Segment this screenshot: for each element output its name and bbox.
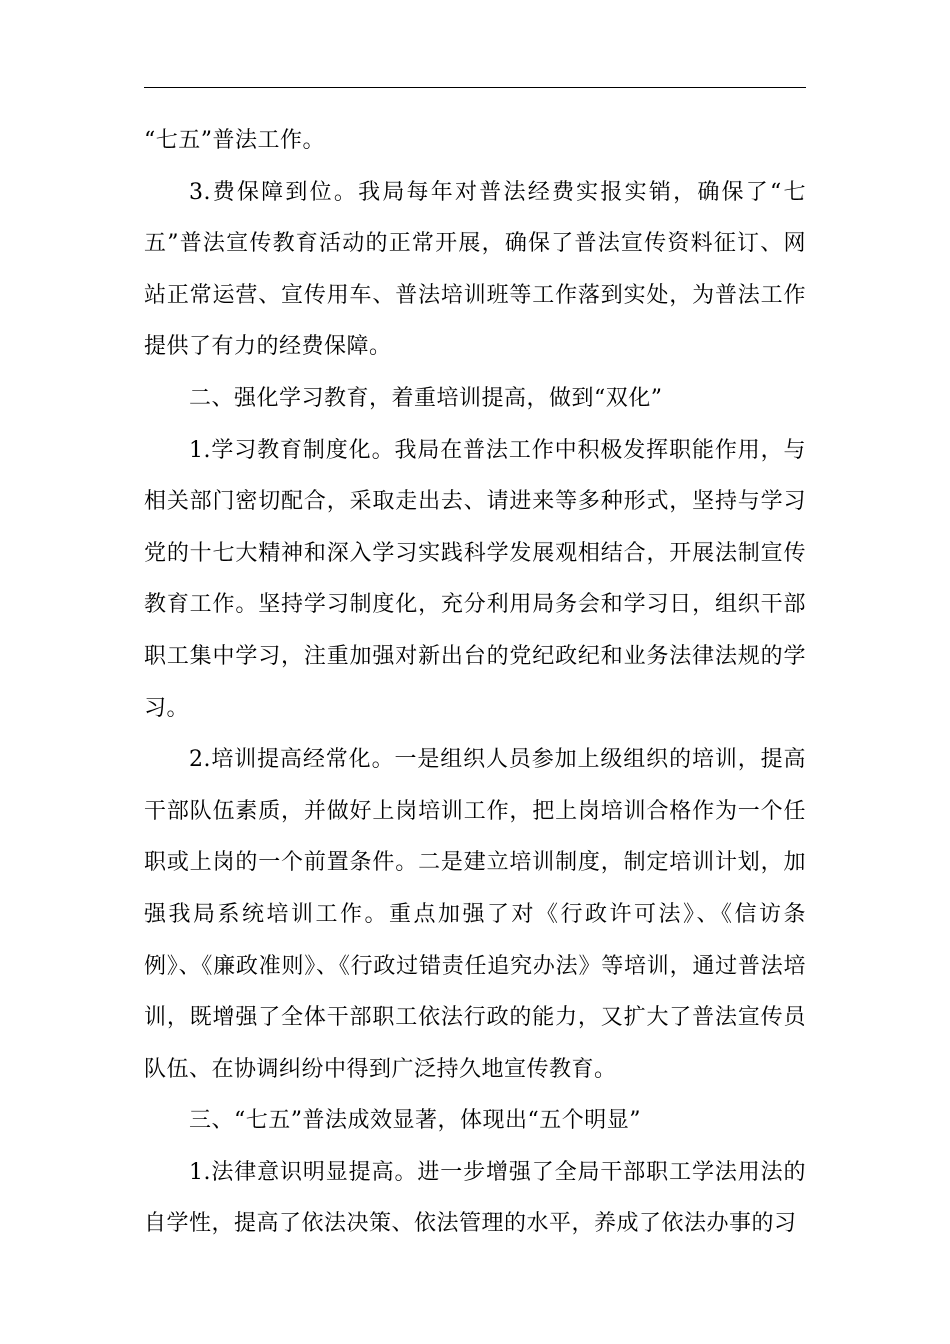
paragraph-funding-guarantee: 3.费保障到位。我局每年对普法经费实报实销，确保了“七五”普法宣传教育活动的正常开展，确保了普法宣传资料征订、网站正常运营、宣传用车、普法培训班等工作落到实处，为普法工作提供了有力的经费保障。 [144, 179, 806, 360]
section-heading-three: 三、“七五”普法成效显著，体现出“五个明显” [189, 1108, 641, 1134]
document-body [144, 115, 806, 1250]
paragraph-training-regular: 2.培训提高经常化。一是组织人员参加上级组织的培训，提高干部队伍素质，并做好上岗培训工作，把上岗培训合格作为一个任职或上岗的一个前置条件。二是建立培训制度，制定培训计划，加强我局系统培训工作。重点加强了对《行政许可法》、《信访条例》、《廉政准则》、《行政过错责任追究办法》等培训，通过普法培训，既增强了全体干部职工依法行政的能力，又扩大了普法宣传员队伍、在协调纠纷中得到广泛持久地宣传教育。 [144, 747, 806, 1082]
section-heading-two: 二、强化学习教育，着重培训提高，做到“双化” [189, 385, 663, 411]
header-rule [144, 87, 806, 88]
paragraph-continuation: “七五”普法工作。 [144, 128, 325, 153]
paragraph-study-system: 1.学习教育制度化。我局在普法工作中积极发挥职能作用，与相关部门密切配合，采取走出去、请进来等多种形式，坚持与学习党的十七大精神和深入学习实践科学发展观相结合，开展法制宣传教育工作。坚持学习制度化，充分利用局务会和学习日，组织干部职工集中学习，注重加强对新出台的党纪政纪和业务法律法规的学习。 [144, 437, 806, 721]
paragraph-legal-awareness: 1.法律意识明显提高。进一步增强了全局干部职工学法用法的自学性，提高了依法决策、依法管理的水平，养成了依法办事的习 [144, 1159, 806, 1237]
